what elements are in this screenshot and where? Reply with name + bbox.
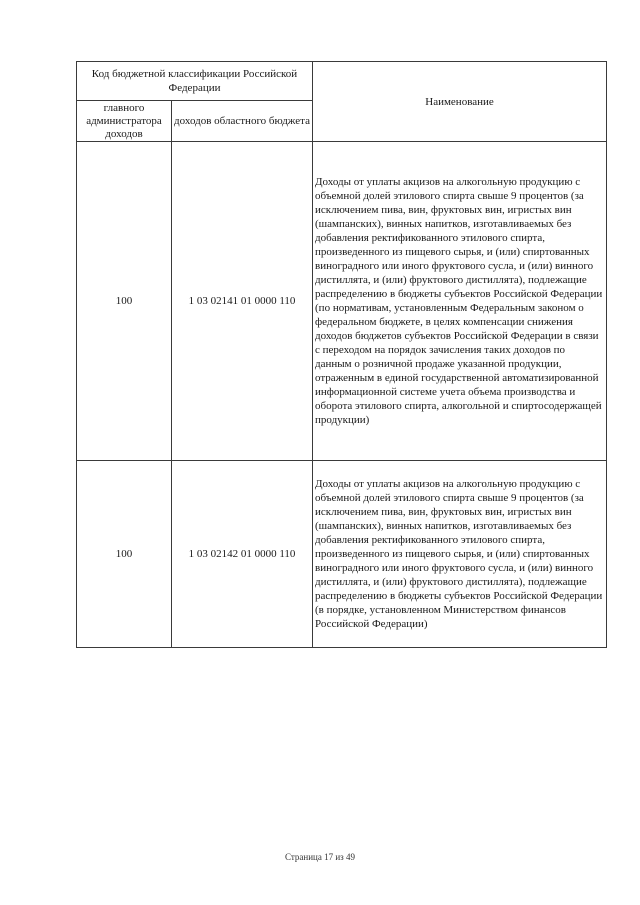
income-name-cell: Доходы от уплаты акцизов на алкогольную продукцию с объемной долей этилового спирта свыше 9 процентов (за исключением пива, вин, фруктовых вин, игристых вин (шампанских), винных напитков, изготавливаемых без добавления ректификованного этилового спирта, произведенного из пищевого сырья, и (или) спиртованных виноградного или иного фруктового сусла, и (или) винного дистиллята, и (или) фруктового дистиллята), подлежащие распределению в бюджеты субъектов Российской Федерации (в порядке, установленном Министерством финансов Российской Федерации) — [313, 461, 607, 648]
header-budget-code-group: Код бюджетной классификации Российской Федерации — [77, 62, 313, 101]
budget-classification-table — [76, 61, 607, 648]
income-code-cell: 1 03 02141 01 0000 110 — [172, 142, 313, 461]
table-row — [77, 142, 607, 461]
header-name: Наименование — [313, 62, 607, 142]
header-regional-budget-income: доходов областного бюджета — [172, 101, 313, 142]
header-main-administrator: главного администратора доходов — [77, 101, 172, 142]
table-row — [77, 461, 607, 648]
table-header-row — [77, 62, 607, 101]
admin-code-cell: 100 — [77, 142, 172, 461]
income-name-cell: Доходы от уплаты акцизов на алкогольную продукцию с объемной долей этилового спирта свыше 9 процентов (за исключением пива, вин, фруктовых вин, игристых вин (шампанских), винных напитков, изготавливаемых без добавления ректификованного этилового спирта, произведенного из пищевого сырья, и (или) спиртованных виноградного или иного фруктового сусла, и (или) винного дистиллята, и (или) фруктового дистиллята), подлежащие распределению в бюджеты субъектов Российской Федерации (по нормативам, установленным Федеральным законом о федеральном бюджете, в целях компенсации снижения доходов бюджетов субъектов Российской Федерации в связи с переходом на порядок зачисления таких доходов по данным о розничной продаже указанной продукции, отраженным в единой государственной автоматизированной информационной системе учета объема производства и оборота этилового спирта, алкогольной и спиртосодержащей продукции) — [313, 142, 607, 461]
admin-code-cell: 100 — [77, 461, 172, 648]
income-code-cell: 1 03 02142 01 0000 110 — [172, 461, 313, 648]
page-number: Страница 17 из 49 — [285, 852, 355, 862]
